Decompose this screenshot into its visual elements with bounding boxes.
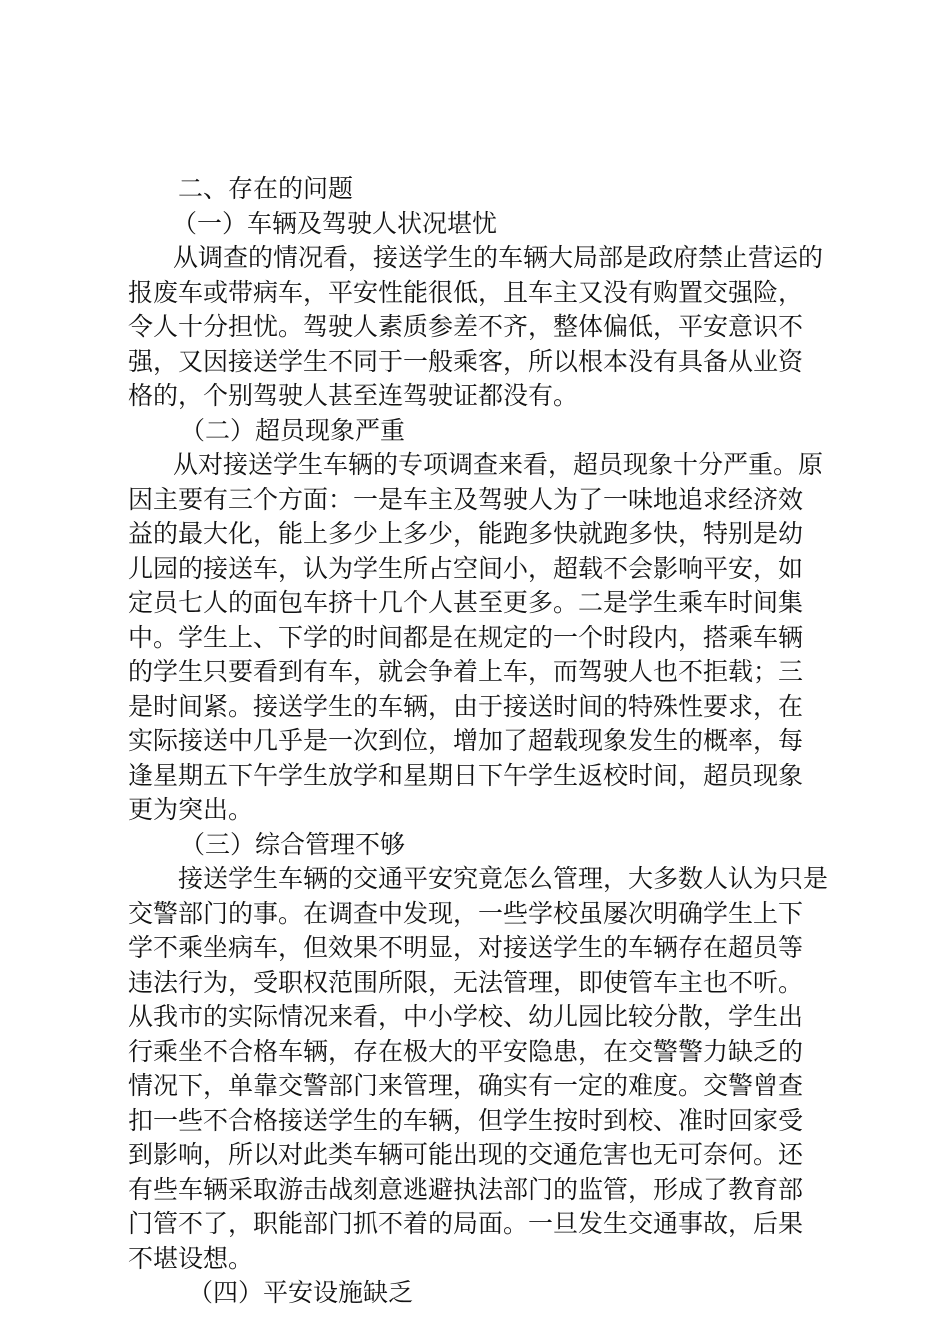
paragraph-line: 益的最大化，能上多少上多少，能跑多快就跑多快，特别是幼 bbox=[128, 519, 804, 548]
paragraph-line: 逢星期五下午学生放学和星期日下午学生返校时间，超员现象 bbox=[128, 760, 804, 790]
paragraph-line: 中。学生上、下学的时间都是在规定的一个时段内，搭乘车辆 bbox=[128, 622, 804, 652]
paragraph-line: 格的，个别驾驶人甚至连驾驶证都没有。 bbox=[128, 381, 579, 410]
paragraph-line: 从对接送学生车辆的专项调查来看，超员现象十分严重。原 bbox=[173, 450, 824, 479]
paragraph-line: 门管不了，职能部门抓不着的局面。一旦发生交通事故，后果 bbox=[128, 1209, 804, 1238]
paragraph-line: 扣一些不合格接送学生的车辆，但学生按时到校、准时回家受 bbox=[128, 1105, 804, 1135]
paragraph-line: 从我市的实际情况来看，中小学校、幼儿园比较分散，学生出 bbox=[128, 1002, 804, 1031]
subsection-heading-4: （四）平安设施缺乏 bbox=[188, 1278, 414, 1307]
paragraph-line: 情况下，单靠交警部门来管理，确实有一定的难度。交警曾查 bbox=[128, 1071, 804, 1100]
paragraph-line: 学不乘坐病车，但效果不明显，对接送学生的车辆存在超员等 bbox=[128, 933, 804, 962]
section-title: 二、存在的问题 bbox=[178, 174, 354, 203]
subsection-heading-2: （二）超员现象严重 bbox=[180, 415, 406, 445]
paragraph-line: 到影响，所以对此类车辆可能出现的交通危害也无可奈何。还 bbox=[128, 1140, 804, 1169]
paragraph-line: 定员七人的面包车挤十几个人甚至更多。二是学生乘车时间集 bbox=[128, 588, 804, 617]
subsection-heading-3: （三）综合管理不够 bbox=[180, 829, 406, 859]
document-body bbox=[128, 172, 838, 1311]
paragraph-line: 的学生只要看到有车，就会争着上车，而驾驶人也不拒载；三 bbox=[128, 657, 804, 686]
paragraph-line: 实际接送中几乎是一次到位，增加了超载现象发生的概率，每 bbox=[128, 726, 804, 755]
subsection-heading-1: （一）车辆及驾驶人状况堪忧 bbox=[172, 208, 498, 238]
paragraph-line: 行乘坐不合格车辆，存在极大的平安隐患，在交警警力缺乏的 bbox=[128, 1036, 804, 1066]
paragraph-line: 报废车或带病车，平安性能很低，且车主又没有购置交强险， bbox=[128, 277, 804, 307]
paragraph-line: 从调查的情况看，接送学生的车辆大局部是政府禁止营运的 bbox=[173, 243, 824, 272]
paragraph-line: 不堪设想。 bbox=[128, 1243, 254, 1273]
paragraph-line: 是时间紧。接送学生的车辆，由于接送时间的特殊性要求，在 bbox=[128, 691, 804, 721]
paragraph-line: 交警部门的事。在调查中发现，一些学校虽屡次明确学生上下 bbox=[128, 898, 804, 928]
paragraph-line: 更为突出。 bbox=[128, 795, 254, 824]
paragraph-line: 儿园的接送车，认为学生所占空间小，超载不会影响平安，如 bbox=[128, 553, 804, 583]
paragraph-line: 强，又因接送学生不同于一般乘客，所以根本没有具备从业资 bbox=[128, 346, 804, 376]
paragraph-line: 有些车辆采取游击战刻意逃避执法部门的监管，形成了教育部 bbox=[128, 1174, 804, 1204]
paragraph-line: 接送学生车辆的交通平安究竟怎么管理，大多数人认为只是 bbox=[178, 864, 829, 893]
paragraph-line: 因主要有三个方面：一是车主及驾驶人为了一味地追求经济效 bbox=[128, 484, 804, 514]
paragraph-line: 违法行为，受职权范围所限，无法管理，即使管车主也不听。 bbox=[128, 967, 804, 997]
paragraph-line: 令人十分担忧。驾驶人素质参差不齐，整体偏低，平安意识不 bbox=[128, 312, 804, 341]
